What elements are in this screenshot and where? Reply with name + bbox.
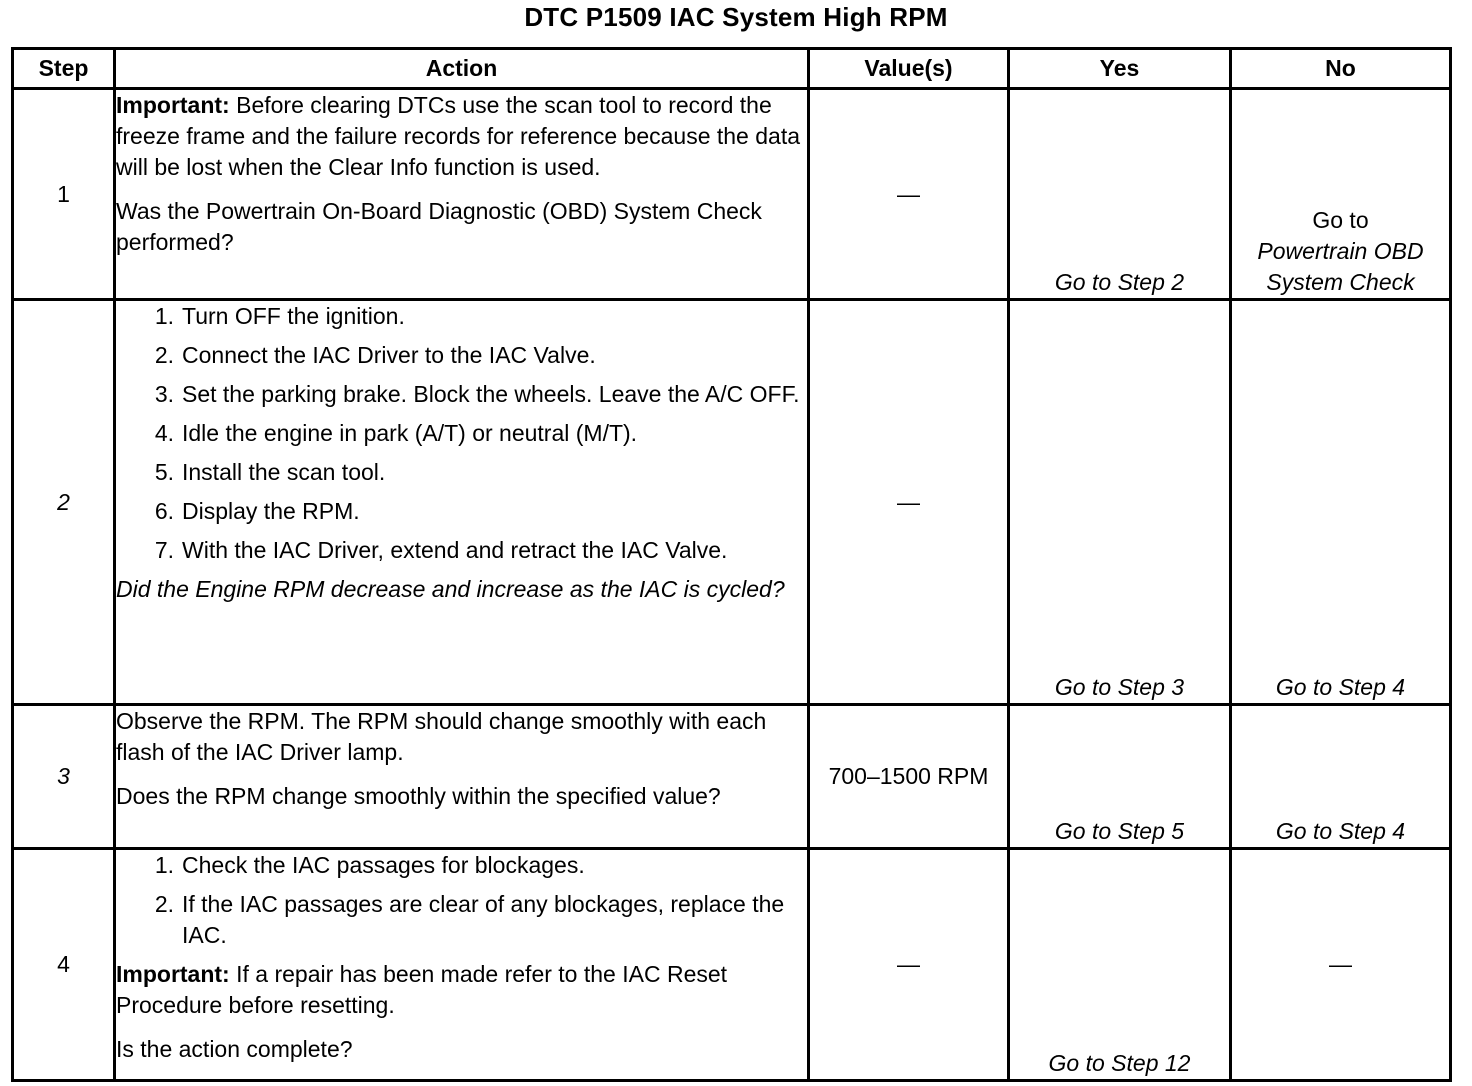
list-item-text: Display the RPM.	[182, 498, 360, 524]
list-item	[116, 301, 807, 332]
list-item-text: Install the scan tool.	[182, 459, 386, 485]
list-item-number: 1.	[154, 303, 174, 329]
list-item-number: 4.	[154, 420, 174, 446]
yes-link[interactable]: Go to Step 3	[1009, 300, 1231, 705]
no-link[interactable]	[1231, 89, 1451, 300]
important-label: Important:	[116, 92, 230, 118]
list-item-number: 6.	[154, 498, 174, 524]
header-no: No	[1231, 49, 1451, 89]
table-row	[13, 89, 1451, 300]
list-item	[116, 340, 807, 371]
list-item-number: 5.	[154, 459, 174, 485]
list-item-text: Check the IAC passages for blockages.	[182, 852, 585, 878]
no-link[interactable]: Go to Step 4	[1231, 300, 1451, 705]
table-row	[13, 300, 1451, 705]
table-row	[13, 849, 1451, 1081]
list-item-text: With the IAC Driver, extend and retract the IAC Valve.	[182, 537, 728, 563]
list-item	[116, 889, 807, 951]
header-action: Action	[115, 49, 809, 89]
action-cell	[115, 300, 809, 705]
list-item	[116, 457, 807, 488]
list-item-text: If the IAC passages are clear of any blockages, replace the IAC.	[182, 891, 785, 948]
diagnostic-table	[11, 47, 1452, 1082]
list-item-number: 1.	[154, 852, 174, 878]
page-title: DTC P1509 IAC System High RPM	[524, 2, 948, 32]
important-note	[116, 90, 807, 183]
table-header-row	[13, 49, 1451, 89]
important-label: Important:	[116, 961, 230, 987]
no-value: —	[1231, 849, 1451, 1081]
list-item	[116, 379, 807, 410]
action-list	[116, 850, 807, 951]
step-number: 2	[13, 300, 115, 705]
action-cell	[115, 89, 809, 300]
yes-link[interactable]: Go to Step 2	[1009, 89, 1231, 300]
list-item-text: Idle the engine in park (A/T) or neutral (M/T).	[182, 420, 638, 446]
step-number: 4	[13, 849, 115, 1081]
no-link-prefix: Go to	[1312, 207, 1369, 233]
list-item	[116, 850, 807, 881]
header-yes: Yes	[1009, 49, 1231, 89]
important-text: Before clearing DTCs use the scan tool to record the freeze frame and the failure records for reference because the data will be lost when the Clear Info function is used.	[116, 92, 801, 180]
no-link[interactable]: Go to Step 4	[1231, 705, 1451, 849]
step-number: 1	[13, 89, 115, 300]
action-question: Does the RPM change smoothly within the specified value?	[116, 783, 721, 809]
action-text: Observe the RPM. The RPM should change smoothly with each flash of the IAC Driver lamp.	[116, 708, 767, 765]
no-link-line2: System Check	[1266, 269, 1415, 295]
action-question: Was the Powertrain On-Board Diagnostic (OBD) System Check performed?	[116, 198, 762, 255]
value-cell: —	[809, 89, 1009, 300]
list-item-number: 2.	[154, 891, 174, 917]
action-cell	[115, 849, 809, 1081]
list-item-number: 2.	[154, 342, 174, 368]
header-step: Step	[13, 49, 115, 89]
list-item-text: Connect the IAC Driver to the IAC Valve.	[182, 342, 596, 368]
yes-link[interactable]: Go to Step 12	[1009, 849, 1231, 1081]
header-values: Value(s)	[809, 49, 1009, 89]
action-question: Did the Engine RPM decrease and increase as the IAC is cycled?	[116, 576, 785, 602]
list-item-text: Set the parking brake. Block the wheels. Leave the A/C OFF.	[182, 381, 800, 407]
value-cell: —	[809, 300, 1009, 705]
table-row	[13, 705, 1451, 849]
action-question: Is the action complete?	[116, 1036, 353, 1062]
list-item	[116, 496, 807, 527]
important-note	[116, 959, 807, 1021]
list-item-number: 7.	[154, 537, 174, 563]
list-item-text: Turn OFF the ignition.	[182, 303, 405, 329]
list-item	[116, 535, 807, 566]
list-item	[116, 418, 807, 449]
no-link-line1: Powertrain OBD	[1257, 238, 1424, 264]
list-item-number: 3.	[154, 381, 174, 407]
yes-link[interactable]: Go to Step 5	[1009, 705, 1231, 849]
important-text: If a repair has been made refer to the IAC Reset Procedure before resetting.	[116, 961, 728, 1018]
action-list	[116, 301, 807, 566]
action-cell	[115, 705, 809, 849]
value-cell: —	[809, 849, 1009, 1081]
step-number: 3	[13, 705, 115, 849]
value-cell: 700–1500 RPM	[809, 705, 1009, 849]
